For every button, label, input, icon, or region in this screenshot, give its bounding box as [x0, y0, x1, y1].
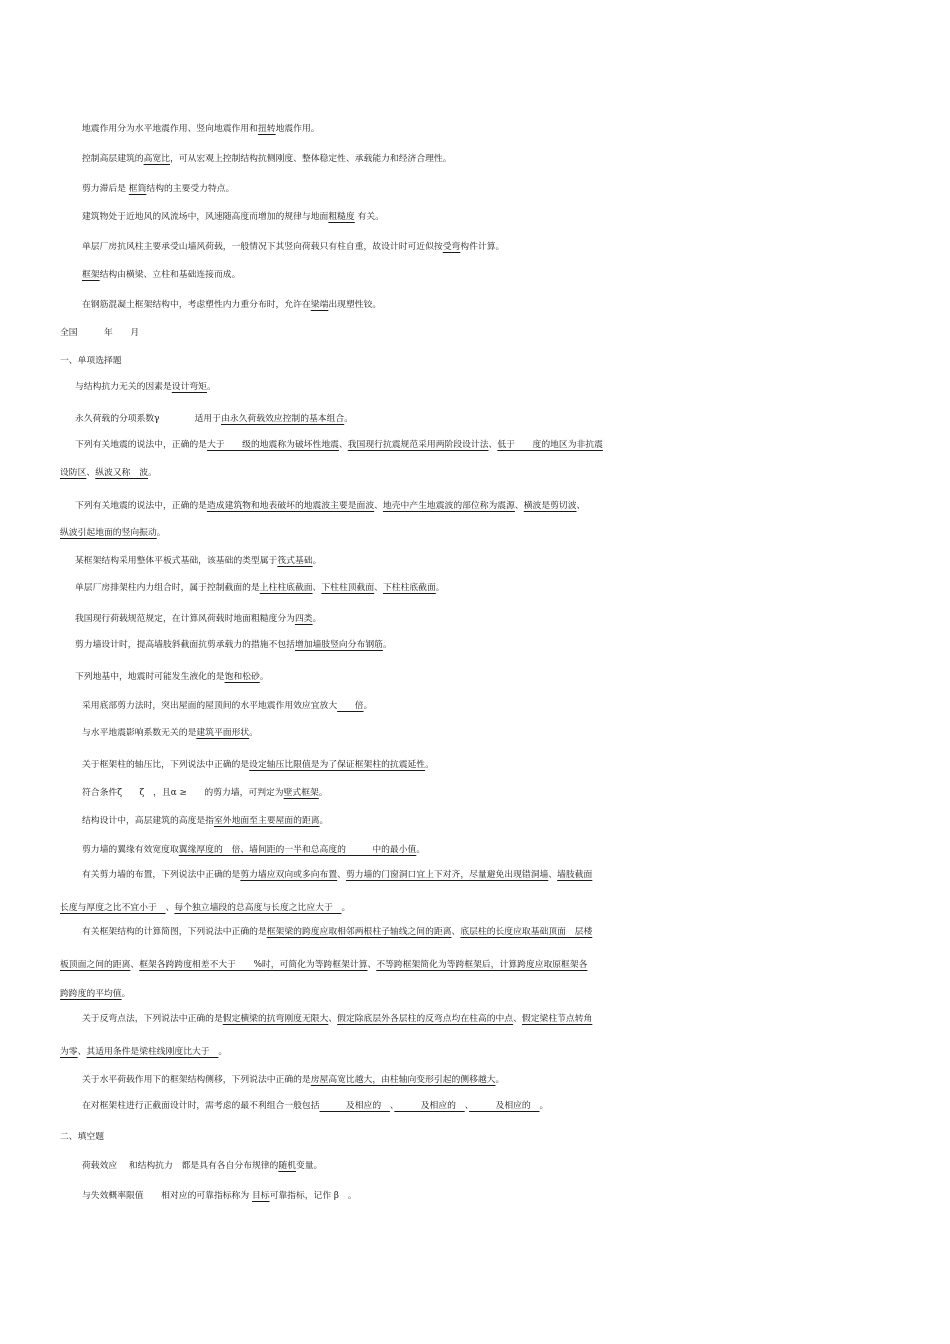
- line-text: 。: [363, 701, 373, 711]
- underlined-answer: 框筒: [128, 184, 147, 194]
- underlined-answer: 框架各跨跨度相差不大于 %时，可简化为等跨框架计算: [139, 960, 368, 970]
- underlined-answer: 剪力墙的门窗洞口宜上下对齐，尽量避免出现错洞墙: [345, 870, 549, 880]
- underlined-answer: 跨跨度的平均值: [60, 989, 122, 999]
- line-text: 、: [130, 960, 140, 970]
- text-line: [82, 1010, 950, 1028]
- line-text: 、: [451, 927, 461, 937]
- text-line: [60, 956, 950, 974]
- underlined-answer: 板顶面之间的距离: [60, 960, 131, 970]
- underlined-answer: 梁端: [310, 300, 329, 310]
- underlined-answer: 壁式框架: [283, 788, 319, 798]
- underlined-answer: 筏式基础: [277, 556, 313, 566]
- line-text: 、: [338, 440, 348, 450]
- underlined-answer: 为零: [60, 1047, 78, 1057]
- line-text: 剪力墙的翼缘有效宽度取: [82, 845, 179, 855]
- line-text: 、: [374, 583, 383, 593]
- underlined-answer: 倍: [337, 701, 364, 711]
- underlined-answer: 设计弯矩: [171, 382, 207, 392]
- line-text: 、: [488, 440, 498, 450]
- text-line: [60, 985, 950, 1003]
- line-text: 。: [425, 760, 434, 770]
- text-line: [82, 120, 950, 138]
- line-text: 。: [382, 640, 392, 650]
- underlined-answer: 翼缘厚度的 倍、墙间距的一半和总高度的 中的最小值: [178, 845, 417, 855]
- underlined-answer: 墙肢截面: [557, 870, 593, 880]
- text-line: [82, 296, 950, 314]
- line-text: 有关。: [354, 212, 384, 222]
- line-text: 、: [576, 501, 586, 511]
- line-text: 可靠指标，记作 β 。: [269, 1191, 357, 1201]
- line-text: 、: [374, 501, 383, 511]
- underlined-answer: 横波是剪切波: [523, 501, 577, 511]
- line-text: 我国现行荷载规范规定，在计算风荷载时地面粗糙度分为: [75, 614, 295, 624]
- line-text: 、: [548, 870, 558, 880]
- line-text: 、: [513, 1014, 522, 1024]
- underlined-answer: 其适用条件是梁柱线刚度比大于: [86, 1047, 219, 1057]
- text-line: [75, 410, 950, 428]
- line-text: ，可从宏观上控制结构抗侧刚度、整体稳定性、承载能力和经济合理性。: [170, 154, 452, 164]
- underlined-answer: 及相应的: [319, 1101, 390, 1111]
- line-text: 采用底部剪力法时，突出屋面的屋顶间的水平地震作用效应宜放大: [82, 701, 338, 711]
- text-line: [75, 579, 950, 597]
- underlined-answer: 我国现行抗震规范采用两阶段设计法: [347, 440, 489, 450]
- underlined-answer: 纵波又称 波: [95, 468, 149, 478]
- underlined-answer: 下柱柱底截面: [382, 583, 436, 593]
- line-text: 关于水平荷载作用下的框架结构侧移，下列说法中正确的是: [82, 1075, 311, 1085]
- line-text: 、: [367, 960, 377, 970]
- line-text: 。: [259, 672, 269, 682]
- underlined-answer: 每个独立墙段的总高度与长度之比应大于: [174, 903, 342, 913]
- line-text: 、: [312, 583, 322, 593]
- underlined-answer: 框架梁的跨度应取相邻两根柱子轴线之间的距离: [266, 927, 452, 937]
- text-line: [60, 899, 950, 917]
- text-line: [75, 436, 950, 454]
- underlined-answer: 粗糙度: [328, 212, 355, 222]
- line-text: 、: [464, 1101, 470, 1111]
- text-line: [82, 150, 950, 168]
- underlined-answer: 受弯: [442, 242, 461, 252]
- line-text: 地震作用分为水平地震作用、竖向地震作用和: [82, 124, 258, 134]
- line-text: 永久荷载的分项系数γ 适用于: [75, 414, 222, 424]
- underlined-answer: 目标: [251, 1191, 270, 1201]
- underlined-answer: 室外地面至主要屋面的距离: [213, 816, 320, 826]
- line-text: 全国 年 月: [60, 328, 140, 338]
- text-line: [60, 464, 950, 482]
- underlined-answer: 设定轴压比限值是为了保证框架柱的抗震延性: [249, 760, 426, 770]
- underlined-answer: 剪力墙应双向或多向布置: [240, 870, 338, 880]
- underlined-answer: 房屋高宽比越大，由柱轴向变形引起的侧移越大: [310, 1075, 496, 1085]
- line-text: 。: [344, 414, 353, 424]
- line-text: 一、单项选择题: [60, 356, 122, 366]
- line-text: 某框架结构采用整体平板式基础，该基础的类型属于: [75, 556, 278, 566]
- line-text: 。: [148, 468, 157, 478]
- text-line: [82, 724, 950, 742]
- text-line: [75, 378, 950, 396]
- line-text: 、: [77, 1047, 87, 1057]
- text-line: [82, 866, 950, 884]
- text-line: [82, 697, 950, 715]
- line-text: 。: [495, 1075, 505, 1085]
- text-line: [75, 497, 950, 515]
- text-line: [75, 552, 950, 570]
- underlined-answer: 假定梁柱节点转角: [521, 1014, 593, 1024]
- line-text: 建筑物处于近地风的风流场中，风速随高度而增加的规律与地面: [82, 212, 329, 222]
- line-text: 变量。: [295, 1161, 323, 1171]
- text-line: [82, 180, 950, 198]
- line-text: 荷载效应 和结构抗力 都是具有各自分布规律的: [82, 1161, 279, 1171]
- line-text: 与结构抗力无关的因素是: [75, 382, 172, 392]
- line-text: 。: [121, 989, 131, 999]
- text-line: [82, 238, 950, 256]
- line-text: 符合条件ζ ζ ，且α ≥ 的剪力墙，可判定为: [82, 788, 284, 798]
- text-line: [82, 1157, 950, 1175]
- underlined-answer: 假定除底层外各层柱的反弯点均在柱高的中点: [337, 1014, 514, 1024]
- line-text: 控制高层建筑的: [82, 154, 144, 164]
- line-text: 关于反弯点法，下列说法中正确的是: [82, 1014, 223, 1024]
- line-text: 出现塑性铰。: [328, 300, 382, 310]
- line-text: 结构由横梁、立柱和基础连接而成。: [99, 270, 241, 280]
- text-line: [60, 1043, 950, 1061]
- line-text: 下列地基中，地震时可能发生液化的是: [75, 672, 225, 682]
- line-text: 、: [165, 903, 175, 913]
- underlined-answer: 下柱柱顶截面: [321, 583, 375, 593]
- underlined-answer: 及相应的: [469, 1101, 540, 1111]
- underlined-answer: 低于 度的地区为非抗震: [497, 440, 603, 450]
- line-text: 。: [435, 583, 445, 593]
- underlined-answer: 不等跨框架简化为等跨框架后，计算跨度应取原框架各: [376, 960, 588, 970]
- text-line: [82, 1187, 950, 1205]
- text-line: [82, 812, 950, 830]
- underlined-answer: 由永久荷载效应控制的基本组合: [221, 414, 345, 424]
- text-line: [82, 841, 950, 859]
- line-text: 、: [337, 870, 346, 880]
- line-text: 。: [318, 788, 328, 798]
- line-text: 剪力滞后是: [82, 184, 129, 194]
- line-text: 。: [341, 903, 351, 913]
- line-text: 有关框架结构的计算简图，下列说法中正确的是: [82, 927, 267, 937]
- line-text: 结构的主要受力特点。: [146, 184, 235, 194]
- text-line: [60, 324, 950, 342]
- line-text: 与水平地震影响系数无关的是: [82, 728, 197, 738]
- text-line: [75, 636, 950, 654]
- underlined-answer: 长度与厚度之比不宜小于: [60, 903, 166, 913]
- line-text: 。: [539, 1101, 549, 1111]
- line-text: 关于框架柱的轴压比，下列说法中正确的是: [82, 760, 250, 770]
- line-text: 、: [514, 501, 524, 511]
- underlined-answer: 及相应的: [394, 1101, 465, 1111]
- text-line: [82, 756, 950, 774]
- underlined-answer: 扭转: [257, 124, 276, 134]
- underlined-answer: 纵波引起地面的竖向振动: [60, 528, 157, 538]
- text-line: [82, 1097, 950, 1115]
- line-text: 。: [156, 528, 166, 538]
- line-text: 单层厂房排架柱内力组合时，属于控制截面的是: [75, 583, 260, 593]
- text-line: [82, 923, 950, 941]
- line-text: 。: [319, 816, 329, 826]
- line-text: 。: [249, 728, 258, 738]
- line-text: 剪力墙设计时，提高墙肢斜截面抗剪承载力的措施不包括: [75, 640, 295, 650]
- text-line: [75, 668, 950, 686]
- line-text: 在对框架柱进行正截面设计时，需考虑的最不利组合一般包括: [82, 1101, 320, 1111]
- line-text: 、: [389, 1101, 395, 1111]
- line-text: 下列有关地震的说法中，正确的是: [75, 440, 207, 450]
- line-text: 。: [416, 845, 426, 855]
- text-line: [82, 266, 950, 284]
- underlined-answer: 饱和松砂: [224, 672, 260, 682]
- line-text: 与失效概率限值 相对应的可靠指标称为: [82, 1191, 252, 1201]
- text-line: [60, 524, 950, 542]
- line-text: 。: [206, 382, 216, 392]
- line-text: 在钢筋混凝土框架结构中，考虑塑性内力重分布时，允许在: [82, 300, 311, 310]
- line-text: 、: [86, 468, 96, 478]
- text-line: [60, 1128, 950, 1146]
- underlined-answer: 造成建筑物和地表破坏的地震波主要是面波: [206, 501, 375, 511]
- underlined-answer: 高宽比: [143, 154, 170, 164]
- underlined-answer: 随机: [278, 1161, 296, 1171]
- text-line: [75, 610, 950, 628]
- underlined-answer: 底层柱的长度应取基础顶面 层楼: [460, 927, 593, 937]
- underlined-answer: 建筑平面形状: [196, 728, 250, 738]
- line-text: 、: [328, 1014, 338, 1024]
- underlined-answer: 地壳中产生地震波的部位称为震源: [382, 501, 515, 511]
- line-text: 。: [312, 614, 322, 624]
- text-line: [82, 1071, 950, 1089]
- underlined-answer: 上柱柱底截面: [259, 583, 313, 593]
- underlined-answer: 四类: [294, 614, 313, 624]
- line-text: 。: [218, 1047, 228, 1057]
- line-text: 。: [312, 556, 322, 566]
- underlined-answer: 框架: [82, 270, 100, 280]
- line-text: 地震作用。: [275, 124, 320, 134]
- underlined-answer: 大于 级的地震称为破坏性地震: [206, 440, 339, 450]
- line-text: 二、填空题: [60, 1132, 104, 1142]
- text-line: [60, 352, 950, 370]
- line-text: 结构设计中，高层建筑的高度是指: [82, 816, 214, 826]
- line-text: 下列有关地震的说法中，正确的是: [75, 501, 207, 511]
- text-line: [82, 784, 950, 802]
- line-text: 构件计算。: [460, 242, 505, 252]
- underlined-answer: 假定横梁的抗弯刚度无限大: [222, 1014, 329, 1024]
- text-line: [82, 208, 950, 226]
- underlined-answer: 增加墙肢竖向分布钢筋: [294, 640, 383, 650]
- underlined-answer: 设防区: [60, 468, 87, 478]
- line-text: 有关剪力墙的布置，下列说法中正确的是: [82, 870, 241, 880]
- line-text: 单层厂房抗风柱主要承受山墙风荷载，一般情况下其竖向荷载只有柱自重，故设计时可近似按: [82, 242, 443, 252]
